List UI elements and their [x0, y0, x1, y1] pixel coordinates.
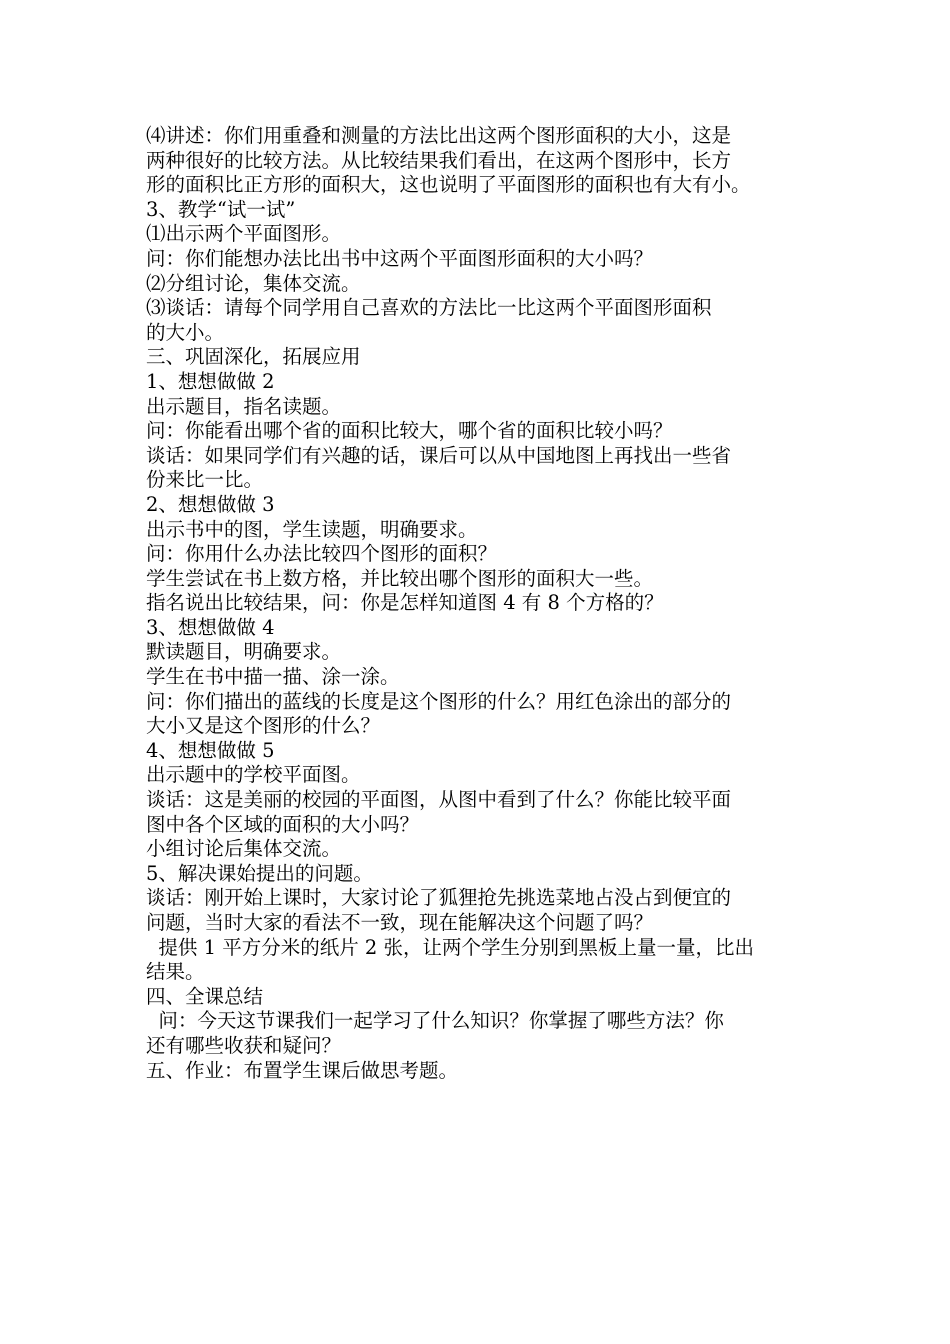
text-line: 的大小。 [146, 320, 225, 344]
text-line: 两种很好的比较方法。从比较结果我们看出，在这两个图形中，长方 [146, 148, 732, 172]
text-line: 小组讨论后集体交流。 [146, 837, 342, 861]
text-line: 问：你们能想办法比出书中这两个平面图形面积的大小吗？ [146, 246, 654, 270]
section-heading: 2、想想做做 3 [146, 492, 275, 516]
text-line: 指名说出比较结果，问：你是怎样知道图 4 有 8 个方格的？ [146, 591, 664, 615]
text-line: 还有哪些收获和疑问？ [146, 1033, 342, 1057]
text-line: 学生尝试在书上数方格，并比较出哪个图形的面积大一些。 [146, 566, 654, 590]
section-heading: 3、教学“试一试” [146, 197, 296, 221]
section-heading: 3、想想做做 4 [146, 615, 275, 639]
text-line: 出示书中的图，学生读题，明确要求。 [146, 517, 478, 541]
section-heading: 4、想想做做 5 [146, 738, 275, 762]
section-heading: 四、全课总结 [146, 984, 264, 1008]
text-line: 学生在书中描一描、涂一涂。 [146, 665, 400, 689]
section-heading: 三、巩固深化，拓展应用 [146, 345, 361, 369]
text-line: 结果。 [146, 960, 205, 984]
text-line: ⑵分组讨论，集体交流。 [146, 271, 361, 295]
text-line: 形的面积比正方形的面积大，这也说明了平面图形的面积也有大有小。 [146, 173, 751, 197]
text-line: 谈话：如果同学们有兴趣的话，课后可以从中国地图上再找出一些省 [146, 443, 732, 467]
text-line: 大小又是这个图形的什么？ [146, 714, 381, 738]
text-line: ⑴出示两个平面图形。 [146, 222, 342, 246]
text-line: 谈话：这是美丽的校园的平面图，从图中看到了什么？你能比较平面 [146, 788, 732, 812]
text-line: 出示题中的学校平面图。 [146, 763, 361, 787]
text-line: 提供 1 平方分米的纸片 2 张，让两个学生分别到黑板上量一量，比出 [146, 935, 755, 959]
text-line: 图中各个区域的面积的大小吗？ [146, 812, 420, 836]
text-line: 出示题目，指名读题。 [146, 394, 342, 418]
text-line: 问：你用什么办法比较四个图形的面积？ [146, 542, 498, 566]
section-heading: 1、想想做做 2 [146, 369, 275, 393]
text-line: 问：你们描出的蓝线的长度是这个图形的什么？用红色涂出的部分的 [146, 689, 732, 713]
text-line: 问：今天这节课我们一起学习了什么知识？你掌握了哪些方法？你 [146, 1009, 724, 1033]
text-line: ⑶谈话：请每个同学用自己喜欢的方法比一比这两个平面图形面积 [146, 296, 712, 320]
text-line: 默读题目，明确要求。 [146, 640, 342, 664]
section-heading: 5、解决课始提出的问题。 [146, 861, 373, 885]
section-heading: 五、作业：布置学生课后做思考题。 [146, 1058, 459, 1082]
text-line: 问题，当时大家的看法不一致，现在能解决这个问题了吗？ [146, 911, 654, 934]
text-line: 谈话：刚开始上课时，大家讨论了狐狸抢先挑选菜地占没占到便宜的 [146, 886, 732, 910]
text-line: ⑷讲述：你们用重叠和测量的方法比出这两个图形面积的大小，这是 [146, 124, 732, 147]
text-line: 份来比一比。 [146, 468, 264, 492]
text-line: 问：你能看出哪个省的面积比较大，哪个省的面积比较小吗？ [146, 419, 673, 443]
lesson-plan-text [146, 124, 816, 1083]
